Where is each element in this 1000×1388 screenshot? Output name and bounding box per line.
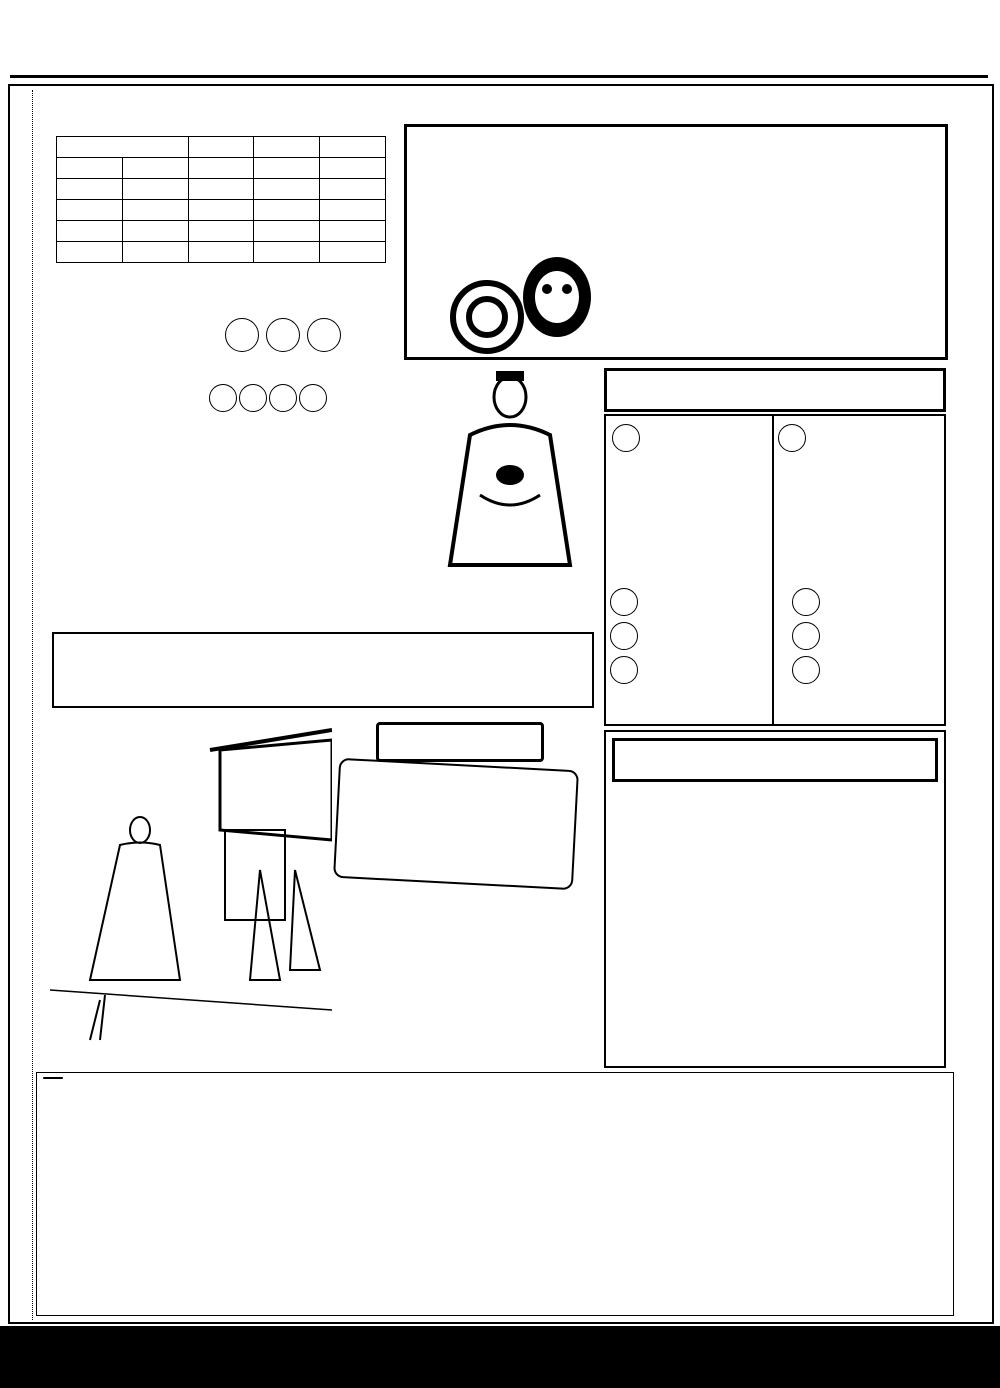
col-min [254,137,320,158]
give-cell [320,179,386,200]
give-number [239,384,267,412]
lucky-row [348,892,602,928]
results-title [43,1077,63,1079]
range-cell [122,200,188,221]
pick-number [792,656,820,684]
pick-number [792,622,820,650]
lucky-row [348,1000,602,1036]
lucky-row [348,928,602,964]
master-figure [430,365,590,585]
give-cell [320,221,386,242]
max-cell [188,242,254,263]
treasure-section [336,722,592,892]
table-row [57,221,386,242]
col-door [57,137,189,158]
bet-open-choice [612,424,640,452]
bet-open-picks [610,582,640,684]
door-cell [57,242,123,263]
min-cell [254,158,320,179]
col-max [188,137,254,158]
special-numbers [225,318,405,356]
motto-box [52,632,594,708]
special-number [266,318,300,352]
bet-buy-picks [792,582,822,684]
treasure-title-box [376,722,544,762]
min-cell [254,200,320,221]
bet-open-text [670,460,770,710]
door-cell [57,179,123,200]
footer-bar [0,1326,1000,1388]
masthead-banner [404,124,948,360]
max-cell [188,179,254,200]
lucky-section [348,892,602,1054]
zeng-title-box [612,738,938,782]
marksix-logo [604,368,946,412]
special-section [205,300,405,412]
range-cell [122,158,188,179]
give-number [209,384,237,412]
pick-number [610,622,638,650]
min-cell [254,179,320,200]
range-cell [122,221,188,242]
table-row [57,179,386,200]
bet-open-title [612,424,642,457]
bet-box [604,414,946,726]
pick-number [610,588,638,616]
bet-buy-choice [778,424,806,452]
treasure-scroll [333,758,579,890]
door-table [56,136,386,263]
table-row [57,158,386,179]
give-row [205,384,405,412]
marksix-strip-right [958,90,982,1320]
page-header [0,0,1000,82]
bet-divider [772,416,774,724]
pick-number [792,588,820,616]
give-cell [320,242,386,263]
range-cell [122,179,188,200]
header-rule [10,75,988,78]
table-row [57,200,386,221]
door-cell [57,200,123,221]
bet-buy-title [778,424,808,457]
min-cell [254,242,320,263]
max-cell [188,200,254,221]
pick-number [610,656,638,684]
left-ornament-strip [14,90,33,1320]
lucky-extra [472,1036,602,1054]
zeng-box [604,730,946,1068]
special-number [307,318,341,352]
give-cell [320,158,386,179]
give-number [269,384,297,412]
give-cell [320,200,386,221]
intro-column [58,318,188,600]
special-number [225,318,259,352]
results-box [36,1072,954,1316]
col-give [320,137,386,158]
door-table-section [56,134,386,263]
mask-illustration [437,247,637,357]
max-cell [188,221,254,242]
table-row [57,242,386,263]
marksix-strip-top [40,92,960,112]
scene-illustration [50,720,332,1060]
min-cell [254,221,320,242]
range-cell [122,242,188,263]
results-dot-grid [257,1079,947,1235]
door-cell [57,221,123,242]
bet-buy-text [840,460,944,720]
lucky-row [348,964,602,1000]
give-number [299,384,327,412]
door-cell [57,158,123,179]
max-cell [188,158,254,179]
